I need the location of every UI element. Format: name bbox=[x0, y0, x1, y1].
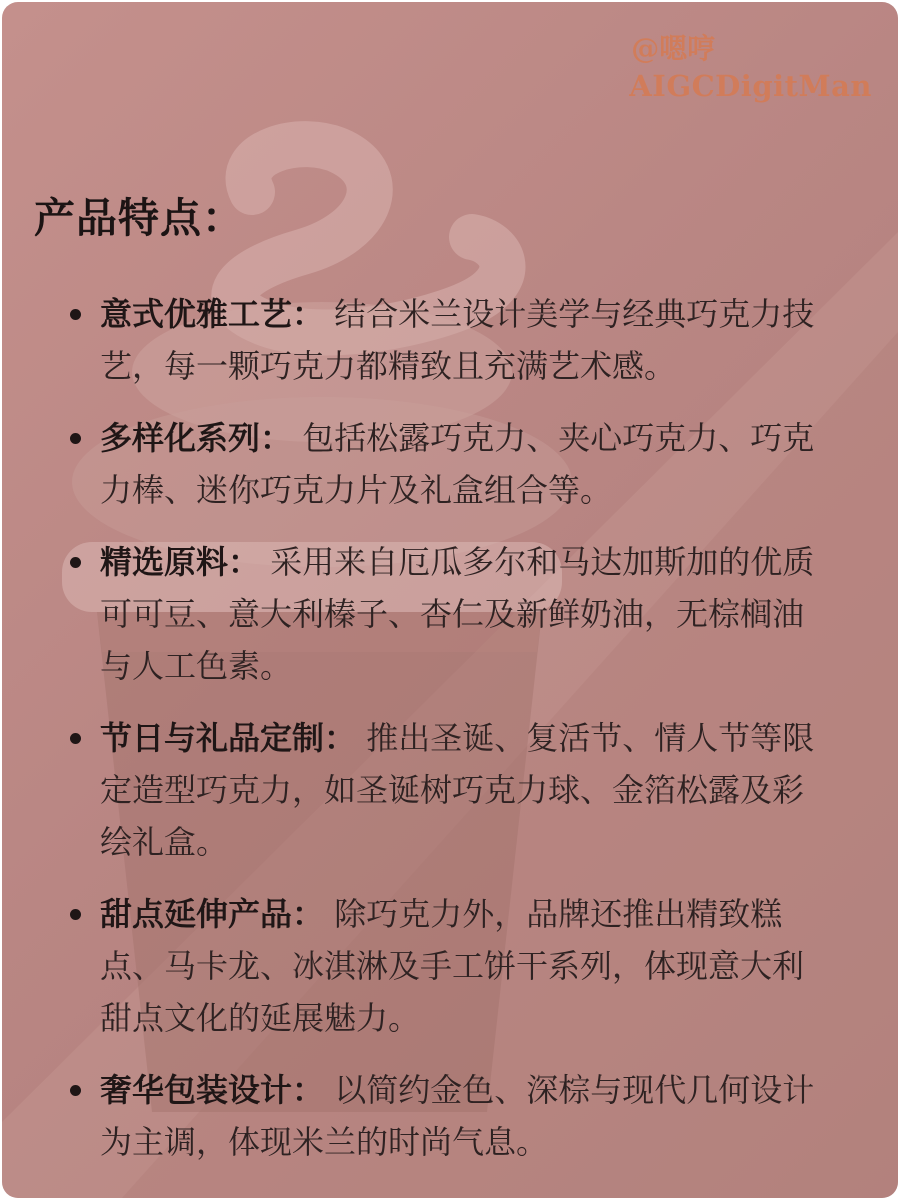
page-title: 产品特点： bbox=[34, 194, 244, 242]
feature-description: 除巧克力外，品牌还推出精致糕点、马卡龙、冰淇淋及手工饼干系列，体现意大利甜点文化的延展魅力。 bbox=[100, 895, 805, 1037]
bullet-icon bbox=[70, 909, 81, 920]
bullet-icon bbox=[70, 309, 81, 320]
feature-name: 意式优雅工艺： bbox=[100, 295, 325, 333]
bullet-icon bbox=[70, 557, 81, 568]
bullet-icon bbox=[70, 1085, 81, 1096]
feature-description: 推出圣诞、复活节、情人节等限定造型巧克力，如圣诞树巧克力球、金箔松露及彩绘礼盒。 bbox=[100, 719, 815, 861]
list-item bbox=[64, 536, 834, 692]
list-item bbox=[64, 288, 834, 392]
feature-name: 奢华包装设计： bbox=[100, 1071, 325, 1109]
feature-name: 节日与礼品定制： bbox=[100, 719, 357, 757]
feature-name: 精选原料： bbox=[100, 543, 261, 581]
feature-name: 多样化系列： bbox=[100, 419, 293, 457]
list-item bbox=[64, 1064, 834, 1168]
feature-name: 甜点延伸产品： bbox=[100, 895, 325, 933]
watermark bbox=[629, 32, 872, 106]
list-item bbox=[64, 888, 834, 1044]
content-card bbox=[2, 2, 898, 1198]
watermark-handle: @嗯哼 bbox=[631, 32, 716, 65]
bullet-icon bbox=[70, 433, 81, 444]
feature-description: 包括松露巧克力、夹心巧克力、巧克力棒、迷你巧克力片及礼盒组合等。 bbox=[100, 419, 815, 509]
feature-description: 采用来自厄瓜多尔和马达加斯加的优质可可豆、意大利榛子、杏仁及新鲜奶油，无棕榈油与人工色素。 bbox=[100, 543, 815, 685]
feature-description: 结合米兰设计美学与经典巧克力技艺，每一颗巧克力都精致且充满艺术感。 bbox=[100, 295, 815, 385]
list-item bbox=[64, 712, 834, 868]
bullet-icon bbox=[70, 733, 81, 744]
feature-description: 以简约金色、深棕与现代几何设计为主调，体现米兰的时尚气息。 bbox=[100, 1071, 815, 1161]
list-item bbox=[64, 412, 834, 516]
feature-list bbox=[64, 288, 834, 1188]
watermark-brand: AIGCDigitMan bbox=[629, 69, 872, 103]
